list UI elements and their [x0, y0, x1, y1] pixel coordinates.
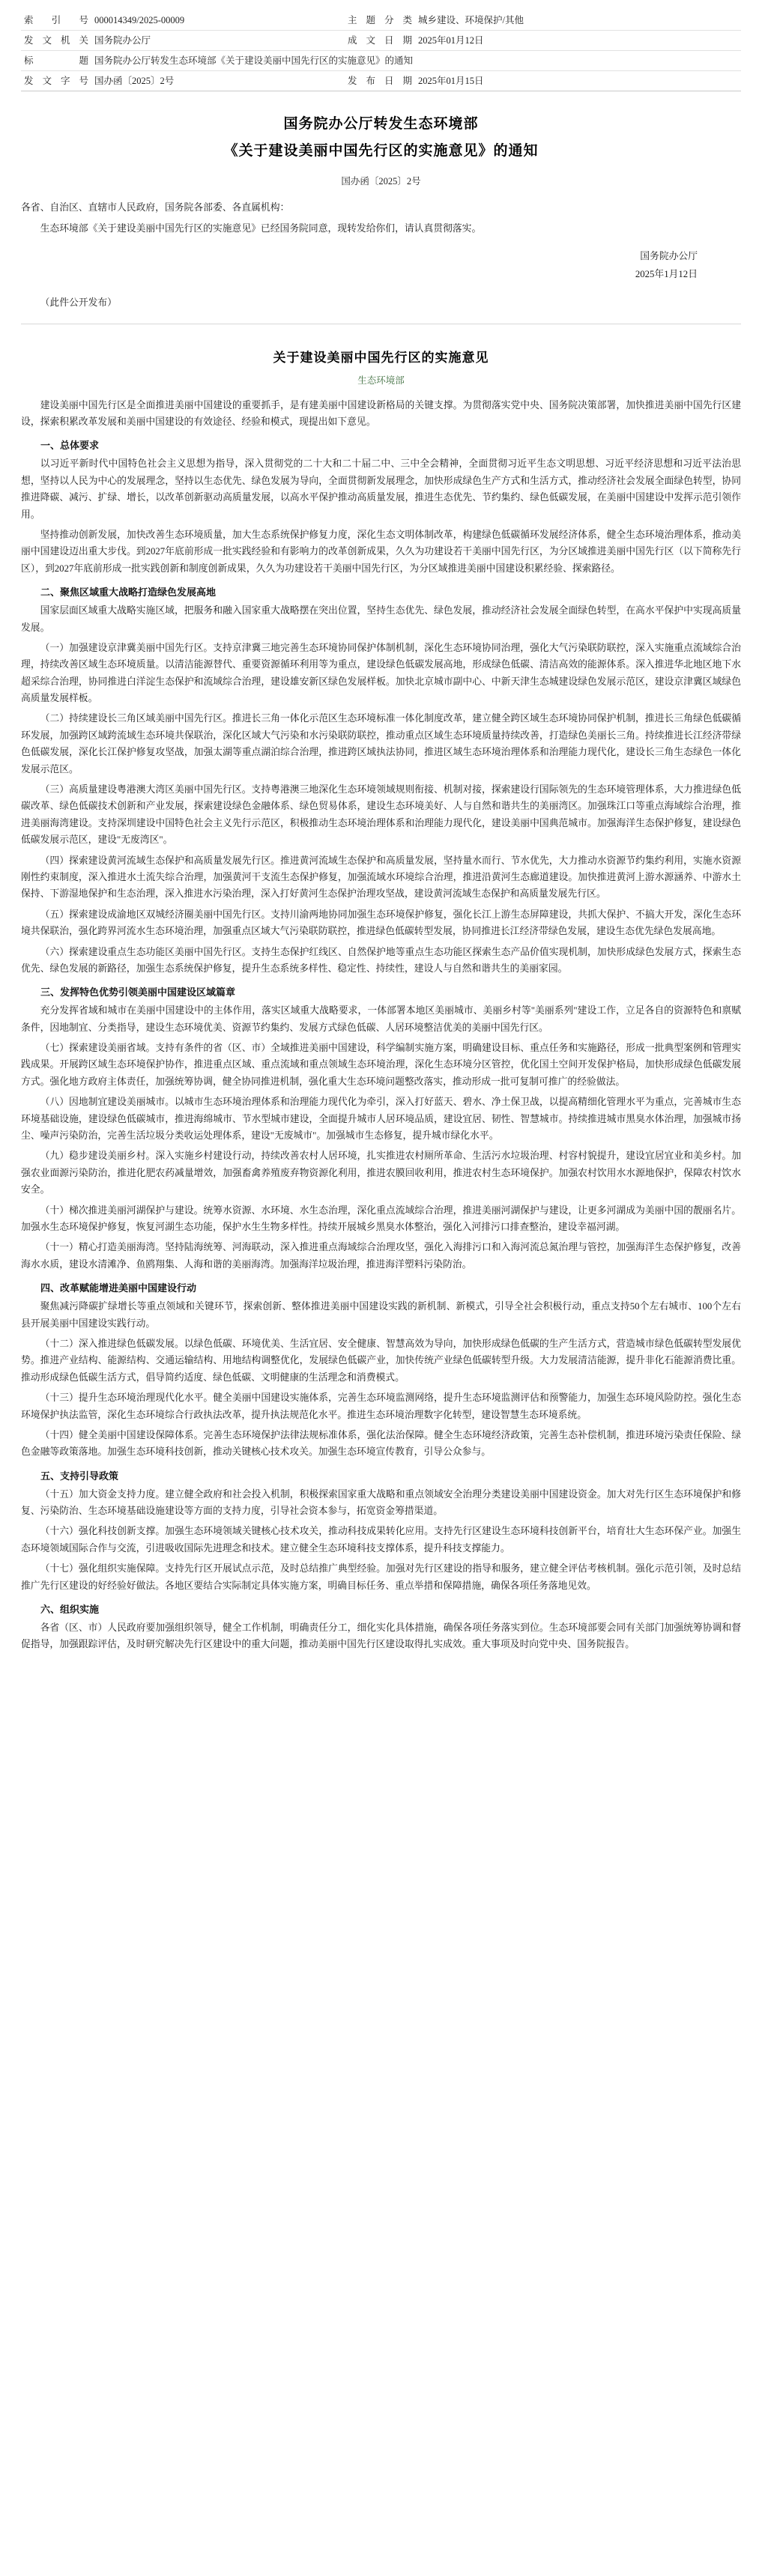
paragraph: 坚持推动创新发展，加快改善生态环境质量，加大生态系统保护修复力度，深化生态文明体制改革，构建绿色低碳循环发展经济体系，健全生态环境治理体系，推动美丽中国建设迈出重大步伐。到2027年底前形成一批实践经验和有影响力的改革创新成果，久久为功建设若干美丽中国先行区，为分区域推进美丽中国先行区（以下简称先行区），到2027年底前形成一批实践创新和制度创新成果，久久为功建设若干美丽中国先行区，为分区域推进美丽中国建设积累经验、探索路径。	[21, 529, 741, 574]
meta-value-2: 2025年01月12日	[415, 31, 741, 51]
publication-note: （此件公开发布）	[40, 297, 117, 308]
metadata-table	[21, 10, 741, 91]
table-row	[21, 10, 741, 31]
attachment-title: 关于建设美丽中国先行区的实施意见	[273, 350, 489, 365]
paragraph: （十一）精心打造美丽海湾。坚持陆海统筹、河海联动，深入推进重点海域综合治理攻坚，强化入海排污口和入海河流总氮治理与管控，加强海洋生态保护修复，改善海水水质，建设水清滩净、鱼鸥翔集、人海和谐的美丽海湾。加强海洋垃圾治理，推进海洋塑料污染防治。	[21, 1242, 741, 1270]
document-title	[21, 111, 741, 165]
signer-date: 2025年1月12日	[635, 269, 698, 280]
meta-label-2: 主题分类	[345, 10, 415, 31]
table-row	[21, 71, 741, 91]
meta-label: 发文字号	[21, 71, 91, 91]
section-heading: 三、发挥特色优势引领美丽中国建设区域篇章	[40, 987, 236, 998]
paragraph: （十五）加大资金支持力度。建立健全政府和社会投入机制，积极探索国家重大战略和重点领域安全治理分类建设美丽中国建设资金。加大对先行区生态环境保护和修复、污染防治、生态环境基础设施建设等方面的支持力度，引导社会资本参与，拓宽资金筹措渠道。	[21, 1488, 741, 1517]
paragraph: （十六）强化科技创新支撑。加强生态环境领域关键核心技术攻关，推动科技成果转化应用。支持先行区建设生态环境科技创新平台，培育壮大生态环保产业。加强生态环境领域国际合作与交流，引进吸收国际先进理念和技术。建立健全生态环境科技支撑体系，提升科技支撑能力。	[21, 1526, 741, 1554]
paragraph: （一）加强建设京津冀美丽中国先行区。支持京津冀三地完善生态环境协同保护体制机制，深化生态环境协同治理，强化大气污染联防联控，深入实施重点流域综合治理，持续改善区域生态环境质量。以清洁能源替代、重要资源循环利用等为重点，建设绿色低碳发展高地，形成绿色低碳、清洁高效的能源体系。深入推进华北地区地下水超采综合治理，协同推进白洋淀生态保护和流域综合治理，建设雄安新区绿色发展样板。加快北京城市副中心、中新天津生态城建设绿色发展示范区，建设京津冀区域绿色高质量发展样板。	[21, 642, 741, 704]
signer-name: 国务院办公厅	[640, 250, 698, 261]
meta-label: 发文机关	[21, 31, 91, 51]
meta-label-2: 成文日期	[345, 31, 415, 51]
paragraph: 国家层面区域重大战略实施区域，把服务和融入国家重大战略摆在突出位置，坚持生态优先、绿色发展，推动经济社会发展全面绿色转型，在高水平保护中实现高质量发展。	[21, 605, 741, 633]
title-line-2: 《关于建设美丽中国先行区的实施意见》的通知	[223, 143, 539, 160]
attachment-body	[21, 397, 741, 1653]
paragraph: （三）高质量建设粤港澳大湾区美丽中国先行区。支持粤港澳三地深化生态环境领域规则衔接、机制对接，探索建设行国际领先的生态环境管理体系，大力推进绿色低碳改革、绿色低碳技术创新和产业发展，探索建设绿色金融体系、绿色贸易体系，建设生态环境美好、人与自然和谐共生的美丽湾区。加强珠江口等重点海域综合治理，推进美丽海湾建设。支持深圳建设中国特色社会主义先行示范区，积极推动生态环境治理体系和治理能力现代化，建设美丽中国典范城市。加强海洋生态保护修复，建设绿色低碳发展示范区，建设"无废湾区"。	[21, 784, 741, 846]
section-heading: 四、改革赋能增进美丽中国建设行动	[40, 1282, 197, 1294]
paragraph: （七）探索建设美丽省域。支持有条件的省（区、市）全域推进美丽中国建设，科学编制实施方案，明确建设目标、重点任务和实施路径，形成一批典型案例和管理实践成果。开展跨区域生态环境保护协作，推进重点区域、重点流域和重点领域生态环境治理，深化生态环境分区管控，优化国土空间开发保护格局，加快形成绿色低碳发展方式。强化地方政府主体责任，加强统筹协调，健全协同推进机制，强化重大生态环境问题整改落实，推动形成一批可复制可推广的经验做法。	[21, 1043, 741, 1087]
paragraph: （九）稳步建设美丽乡村。深入实施乡村建设行动，持续改善农村人居环境，扎实推进农村厕所革命、生活污水垃圾治理、村容村貌提升，建设宜居宜业和美乡村。加强农业面源污染防治，推进化肥农药减量增效，加强畜禽养殖废弃物资源化利用，推进农膜回收利用，推进农村生态环境保护。加强农村饮用水水源地保护，保障农村饮水安全。	[21, 1151, 741, 1195]
section-heading: 五、支持引导政策	[40, 1470, 119, 1482]
paragraph: （八）因地制宜建设美丽城市。以城市生态环境治理体系和治理能力现代化为牵引，深入打好蓝天、碧水、净土保卫战，以提高精细化管理水平为重点，完善城市生态环境基础设施，建设绿色低碳城市，推进海绵城市、节水型城市建设，全面提升城市人居环境品质，建设宜居、韧性、智慧城市。持续推进城市黑臭水体治理，加强城市扬尘、噪声污染防治，完善生活垃圾分类收运处理体系，建设"无废城市"。加强城市生态修复，提升城市绿化水平。	[21, 1097, 741, 1142]
paragraph: （六）探索建设重点生态功能区美丽中国先行区。支持生态保护红线区、自然保护地等重点生态功能区探索生态产品价值实现机制，加快形成绿色发展方式，探索生态优先、绿色发展的新路径，加强生态系统保护修复，提升生态系统多样性、稳定性、持续性，建设人与自然和谐共生的美丽家园。	[21, 946, 741, 974]
meta-value-2: 2025年01月15日	[415, 71, 741, 91]
paragraph: （十四）健全美丽中国建设保障体系。完善生态环境保护法律法规标准体系，强化法治保障。健全生态环境经济政策，完善生态补偿机制，推进环境污染责任保险、绿色金融等政策落地。加强生态环境科技创新，推动关键核心技术攻关。加强生态环境宣传教育，引导公众参与。	[21, 1429, 741, 1458]
paragraph: （十二）深入推进绿色低碳发展。以绿色低碳、环境优美、生活宜居、安全健康、智慧高效为导向，加快形成绿色低碳的生产生活方式，营造城市绿色低碳转型发展优势。推进产业结构、能源结构、交通运输结构、用地结构调整优化，发展绿色低碳产业，加快传统产业绿色低碳转型升级。大力发展清洁能源，提升非化石能源消费比重。推动形成绿色低碳生活方式，倡导简约适度、绿色低碳、文明健康的生活理念和消费模式。	[21, 1338, 741, 1383]
paragraph: （五）探索建设成渝地区双城经济圈美丽中国先行区。支持川渝两地协同加强生态环境保护修复，强化长江上游生态屏障建设，共抓大保护、不搞大开发，深化生态环境共保联治，强化跨界河流水生态环境治理，加强重点区域大气污染联防联控，推进绿色低碳转型发展，协同推进长江经济带绿色发展，建设生态优先绿色发展高地。	[21, 909, 741, 937]
paragraph: 聚焦减污降碳扩绿增长等重点领域和关键环节，探索创新、整体推进美丽中国建设实践的新机制、新模式，引导全社会积极行动，重点支持50个左右城市、100个左右县开展美丽中国建设实践行动。	[21, 1301, 741, 1329]
paragraph: 各省（区、市）人民政府要加强组织领导，健全工作机制，明确责任分工，细化实化具体措施，确保各项任务落实到位。生态环境部要会同有关部门加强统筹协调和督促指导，加强跟踪评估，及时研究解决先行区建设中的重大问题，推动美丽中国先行区建设取得扎实成效。重大事项及时向党中央、国务院报告。	[21, 1622, 741, 1650]
meta-label-2: 发布日期	[345, 71, 415, 91]
meta-value: 国务院办公厅	[91, 31, 345, 51]
signature-block	[21, 247, 741, 284]
paragraph: 以习近平新时代中国特色社会主义思想为指导，深入贯彻党的二十大和二十届二中、三中全会精神，全面贯彻习近平生态文明思想、习近平经济思想和习近平法治思想，坚持以人民为中心的发展理念，坚持以生态优先、绿色发展为导向，全面贯彻新发展理念，加快形成绿色生产方式和生活方式，推动经济社会发展全面绿色转型，协同推进降碳、减污、扩绿、增长，以改革创新驱动高质量发展，以高水平保护推动高质量发展，推进生态优先、节约集约、绿色低碳发展，在美丽中国建设中发挥示范引领作用。	[21, 458, 741, 520]
section-heading: 二、聚焦区域重大战略打造绿色发展高地	[40, 587, 217, 598]
meta-label: 索 引 号	[21, 10, 91, 31]
paragraph: 充分发挥省域和城市在美丽中国建设中的主体作用，落实区域重大战略要求，一体部署本地区美丽城市、美丽乡村等"美丽系列"建设工作，立足各自的资源特色和禀赋条件，因地制宜、分类指导，建设生态环境优美、资源节约集约、发展方式绿色低碳、人居环境整洁优美的美丽中国先行区。	[21, 1005, 741, 1033]
paragraph: （十七）强化组织实施保障。支持先行区开展试点示范，及时总结推广典型经验。加强对先行区建设的指导和服务，建立健全评估考核机制。强化示范引领，及时总结推广先行区建设的好经验好做法。各地区要结合实际制定具体实施方案，明确目标任务、重点举措和保障措施，确保各项任务落地见效。	[21, 1563, 741, 1591]
table-row	[21, 31, 741, 51]
recipients-line: 各省、自治区、直辖市人民政府，国务院各部委、各直属机构：	[21, 202, 290, 213]
table-row	[21, 51, 741, 71]
attachment-issuer: 生态环境部	[357, 375, 405, 386]
section-heading: 六、组织实施	[40, 1604, 100, 1616]
notice-body: 生态环境部《关于建设美丽中国先行区的实施意见》已经国务院同意，现转发给你们，请认真贯彻落实。	[40, 222, 482, 234]
meta-value: 000014349/2025-00009	[91, 10, 345, 31]
paragraph: （十）梯次推进美丽河湖保护与建设。统筹水资源、水环境、水生态治理，深化重点流域综合治理，推进美丽河湖保护与建设，让更多河湖成为美丽中国的靓丽名片。加强水生态环境保护修复，恢复河湖生态功能，保护水生生物多样性。持续开展城乡黑臭水体整治，强化入河排污口排查整治，建设幸福河湖。	[21, 1204, 741, 1232]
document-number: 国办函〔2025〕2号	[341, 176, 421, 187]
meta-value: 国办函〔2025〕2号	[91, 71, 345, 91]
paragraph: 建设美丽中国先行区是全面推进美丽中国建设的重要抓手，是有建美丽中国建设新格局的关键支撑。为贯彻落实党中央、国务院决策部署，加快推进美丽中国先行区建设，探索积累改革发展和美丽中国建设的有效途径、经验和模式，现提出如下意见。	[21, 399, 741, 427]
meta-value: 国务院办公厅转发生态环境部《关于建设美丽中国先行区的实施意见》的通知	[91, 51, 741, 71]
meta-label: 标 题	[21, 51, 91, 71]
paragraph: （二）持续建设长三角区域美丽中国先行区。推进长三角一体化示范区生态环境标准一体化制度改革，建立健全跨区域生态环境协同保护机制，推进长三角绿色低碳循环发展，加强跨区域跨流域生态环境共保联治，深化区域大气污染和水污染联防联控，推动重点区域生态环境质量持续改善，打造绿色美丽长三角。持续推进长江经济带绿色低碳发展，深化长江保护修复攻坚战，加强太湖等重点湖泊综合治理，推进跨区域执法协同，推进区域生态环境治理体系和治理能力现代化，建设长三角生态绿色一体化发展示范区。	[21, 713, 741, 775]
paragraph: （十三）提升生态环境治理现代化水平。健全美丽中国建设实施体系，完善生态环境监测网络，提升生态环境监测评估和预警能力，加强生态环境风险防控。强化生态环境保护执法监管，深化生态环境综合行政执法改革，提升执法规范化水平。推进生态环境治理数字化转型，建设智慧生态环境系统。	[21, 1392, 741, 1420]
paragraph: （四）探索建设黄河流域生态保护和高质量发展先行区。推进黄河流域生态保护和高质量发展，坚持量水而行、节水优先，大力推动水资源节约集约利用，实施水资源刚性约束制度，深入推进水土流失综合治理，加强黄河干支流生态保护修复，加强流域水环境综合治理，推进沿黄河生态廊道建设。加快推进黄河上游水源涵养、中游水土保持、下游湿地保护和生态治理，深入推进水污染治理，深入打好黄河生态保护治理攻坚战，建设黄河流域生态保护和高质量发展先行区。	[21, 855, 741, 900]
section-heading: 一、总体要求	[40, 440, 100, 452]
title-line-1: 国务院办公厅转发生态环境部	[283, 116, 479, 132]
meta-value-2: 城乡建设、环境保护/其他	[415, 10, 741, 31]
